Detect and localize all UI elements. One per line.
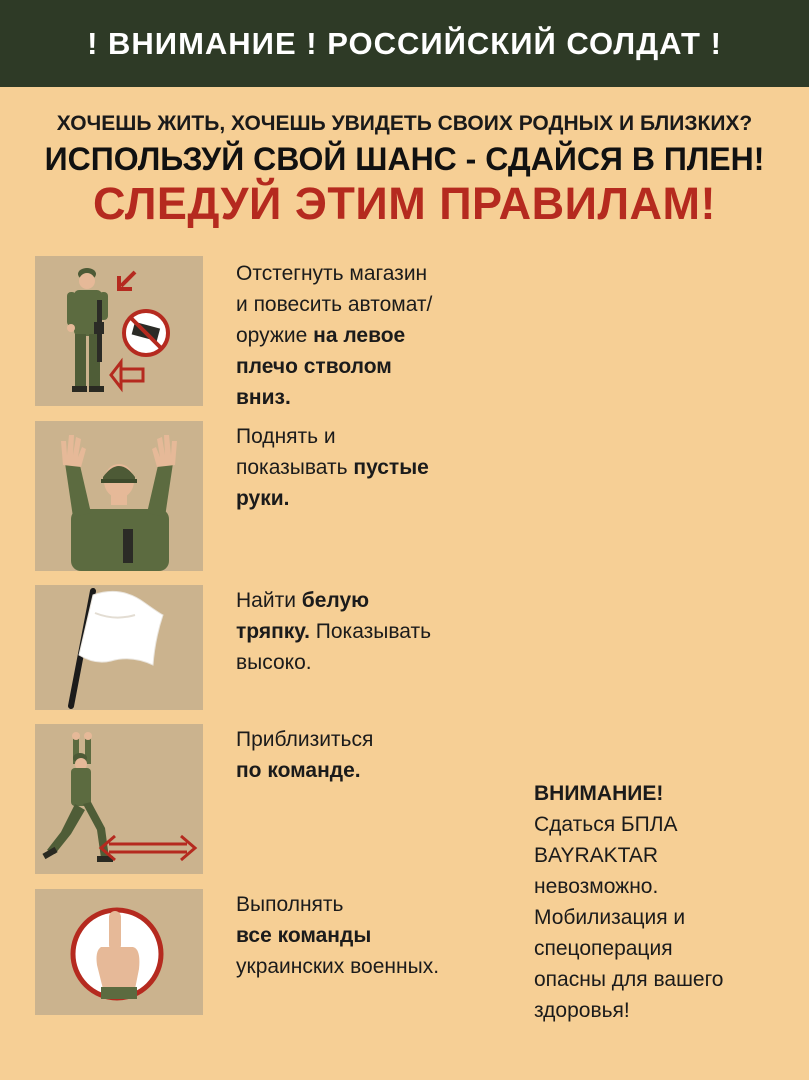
step-text-bold: белую: [301, 589, 370, 612]
pointing-finger-icon: [35, 889, 203, 1015]
warning-line: опасны для вашего: [534, 968, 724, 991]
step-1-line: [236, 289, 506, 320]
intro-call: ИСПОЛЬЗУЙ СВОЙ ШАНС - СДАЙСЯ В ПЛЕН!: [44, 141, 765, 177]
header-title: ! ВНИМАНИЕ ! РОССИЙСКИЙ СОЛДАТ !: [87, 25, 722, 61]
step-text-bold: на левое: [313, 324, 406, 347]
warning-line: Мобилизация и: [534, 906, 686, 929]
warning-line: спецоперация: [534, 937, 673, 960]
warning-block: [534, 778, 794, 1026]
step-text-bold: пустые: [353, 456, 429, 479]
warning-text: [534, 809, 794, 1026]
step-text-bold: все команды: [236, 924, 372, 947]
step-2-line: [236, 421, 506, 452]
step-5-text: [236, 889, 506, 982]
step-1-line: [236, 351, 506, 382]
step-3-line: [236, 647, 506, 678]
step-text-regular: показывать: [236, 456, 354, 479]
step-text-regular: оружие: [236, 324, 314, 347]
step-text-regular: Поднять и: [236, 425, 336, 448]
soldier-unloading-rifle-icon: [35, 256, 203, 406]
warning-line: здоровья!: [534, 999, 630, 1022]
step-2-text: [236, 421, 506, 514]
step-text-regular: высоко.: [236, 651, 312, 674]
warning-title: ВНИМАНИЕ!: [534, 782, 664, 805]
step-text-bold: руки.: [236, 487, 290, 510]
soldier-hands-up-icon: [35, 421, 203, 571]
step-text-regular: и повесить автомат/: [236, 293, 433, 316]
step-text-regular: Отстегнуть магазин: [236, 262, 428, 285]
step-text-regular: Найти: [236, 589, 302, 612]
step-text-bold: плечо стволом: [236, 355, 392, 378]
step-2-line: [236, 452, 506, 483]
step-4-text: [236, 724, 506, 786]
step-1-line: [236, 382, 506, 413]
step-text-regular: украинских военных.: [236, 955, 440, 978]
step-1-text: [236, 258, 506, 413]
step-4-line: [236, 755, 506, 786]
warning-line: невозможно.: [534, 875, 659, 898]
step-1-line: [236, 258, 506, 289]
step-5-line: [236, 951, 506, 982]
step-5-line: [236, 920, 506, 951]
step-3-line: [236, 616, 506, 647]
step-1-line: [236, 320, 506, 351]
step-2-line: [236, 483, 506, 514]
step-4-line: [236, 724, 506, 755]
warning-line: BAYRAKTAR: [534, 844, 659, 867]
step-text-regular: Приблизиться: [236, 728, 374, 751]
intro-question: ХОЧЕШЬ ЖИТЬ, ХОЧЕШЬ УВИДЕТЬ СВОИХ РОДНЫХ И БЛИЗКИХ?: [56, 112, 753, 135]
step-text-bold: вниз.: [236, 386, 291, 409]
step-3-text: [236, 585, 506, 678]
soldier-approaching-icon: [35, 724, 203, 874]
header-bar: [0, 0, 809, 87]
step-3-line: [236, 585, 506, 616]
step-text-regular: Показывать: [309, 620, 432, 643]
step-text-regular: Выполнять: [236, 893, 344, 916]
intro-rules-heading: СЛЕДУЙ ЭТИМ ПРАВИЛАМ!: [92, 178, 717, 229]
warning-line: Сдаться БПЛА: [534, 813, 678, 836]
white-flag-icon: [35, 585, 203, 710]
step-text-bold: по команде.: [236, 759, 361, 782]
step-5-line: [236, 889, 506, 920]
step-text-bold: тряпку.: [236, 620, 310, 643]
